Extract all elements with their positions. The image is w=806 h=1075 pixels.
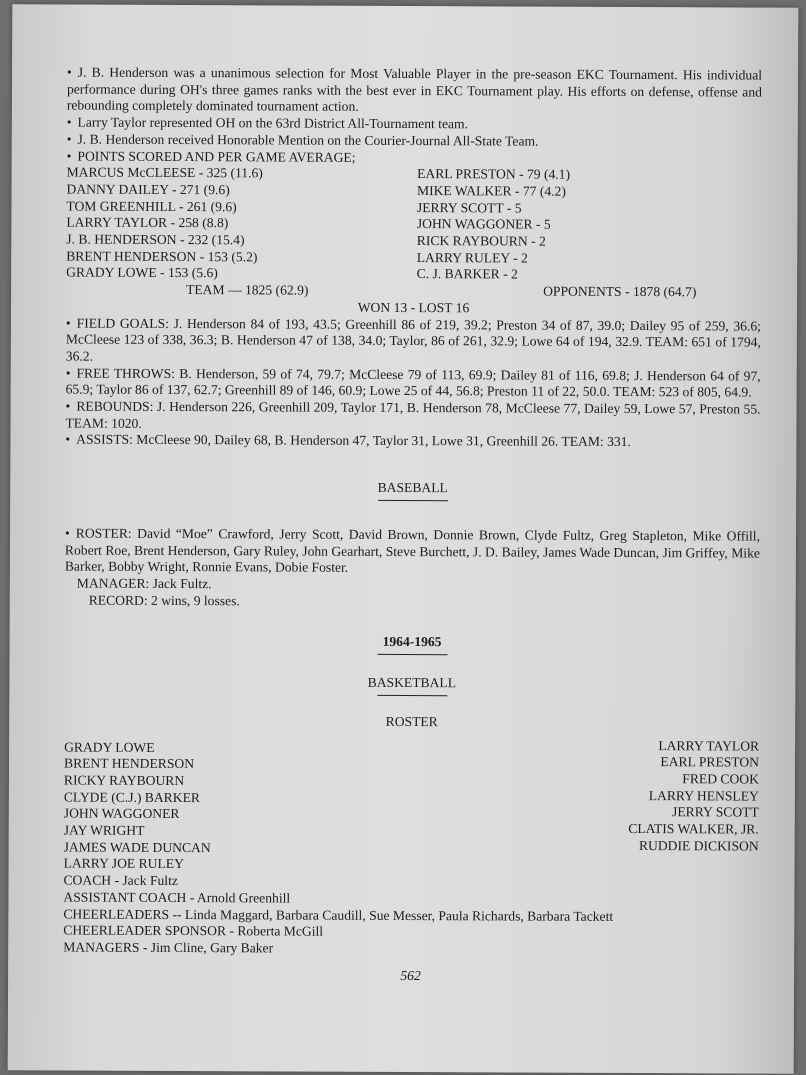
scorer-entry: TOM GREENHILL - 261 (9.6): [66, 198, 237, 214]
page-content: [63, 65, 762, 986]
scorer-entry: MIKE WALKER - 77 (4.2): [416, 182, 566, 199]
baseball-roster: • ROSTER: David “Moe” Crawford, Jerry Scott, David Brown, Donnie Brown, Clyde Fultz, Greg Stapleton, Mike Offill, Robert Roe, Brent Henderson, Gary Ruley, John Gearhart, Steve Burchett, J. D. Bailey, James Wade Duncan, Jim Griffey, Mike Barker, Bobby Wright, Ronnie Evans, Dobie Foster.: [65, 525, 760, 578]
basketball-heading: BASKETBALL: [367, 674, 457, 691]
assistant-coach-line: ASSISTANT COACH - Arnold Greenhill: [63, 889, 291, 906]
season-record: WON 13 - LOST 16: [357, 299, 470, 316]
all-tournament-paragraph: • Larry Taylor represented OH on the 63rd District All-Tournament team.: [67, 115, 762, 135]
scorer-entry: RICK RAYBOURN - 2: [416, 233, 546, 249]
managers-line: MANAGERS - Jim Cline, Gary Baker: [63, 939, 274, 956]
roster-player: LARRY TAYLOR: [658, 737, 760, 754]
roster-player: CLATIS WALKER, JR.: [628, 821, 759, 837]
roster-player: JAMES WADE DUNCAN: [63, 839, 211, 855]
rebounds-paragraph: • REBOUNDS: J. Henderson 226, Greenhill 209, Taylor 171, B. Henderson 78, McCleese 77, Dailey 59, Lowe 57, Preston 55. TEAM: 1020.: [65, 399, 760, 435]
scorer-entry: LARRY RULEY - 2: [416, 249, 528, 266]
scorer-entry: J. B. HENDERSON - 232 (15.4): [66, 231, 245, 248]
roster-player: GRADY LOWE: [64, 739, 155, 755]
heading-rule: [377, 654, 447, 661]
scorer-entry: MARCUS McCLEESE - 325 (11.6): [66, 164, 263, 181]
scorer-entry: JERRY SCOTT - 5: [416, 199, 522, 216]
all-state-paragraph: • J. B. Henderson received Honorable Mention on the Courier-Journal All-State Team.: [67, 131, 762, 151]
roster-player: RICKY RAYBOURN: [63, 772, 185, 788]
scorer-entry: DANNY DAILEY - 271 (9.6): [66, 181, 230, 198]
roster-player: JAY WRIGHT: [63, 822, 145, 838]
scorer-entry: C. J. BARKER - 2: [416, 266, 518, 282]
roster-heading: ROSTER: [385, 713, 438, 729]
staff-list: [63, 873, 758, 960]
points-heading: • POINTS SCORED AND PER GAME AVERAGE;: [67, 148, 762, 168]
roster-player: JOHN WAGGONER: [63, 805, 180, 822]
assists-paragraph: • ASSISTS: McCleese 90, Dailey 68, B. Henderson 47, Taylor 31, Lowe 31, Greenhill 26. TEAM: 331.: [65, 432, 760, 452]
mvp-paragraph: • J. B. Henderson was a unanimous selection for Most Valuable Player in the pre-season EKC Tournament. His individual performance during OH's three games ranks with the best ever in EKC Tournament play. His efforts on defense, offense and rebounding completely dominated tournament action.: [67, 65, 762, 118]
free-throws-paragraph: • FREE THROWS: B. Henderson, 59 of 74, 79.7; McCleese 79 of 113, 69.9; Dailey 81 of 116, 69.8; J. Henderson 64 of 97, 65.9; Taylor 86 of 137, 62.7; Greenhill 89 of 146, 60.9; Lowe 25 of 44, 56.8; Preston 11 of 22, 50.0. TEAM: 523 of 805, 64.9.: [66, 365, 761, 401]
page-number: 562: [400, 967, 421, 983]
cheerleader-sponsor-line: CHEERLEADER SPONSOR - Roberta McGill: [63, 922, 324, 939]
roster-player: CLYDE (C.J.) BARKER: [63, 789, 200, 805]
roster-player: LARRY HENSLEY: [648, 787, 759, 804]
book-page: [8, 4, 799, 1073]
opponents-total: OPPONENTS - 1878 (64.7): [543, 283, 697, 300]
roster-player: FRED COOK: [682, 771, 759, 787]
baseball-heading: BASEBALL: [377, 480, 448, 496]
field-goals-paragraph: • FIELD GOALS: J. Henderson 84 of 193, 43.5; Greenhill 86 of 219, 39.2; Preston 34 of 87, 39.0; Dailey 95 of 259, 36.6; McCleese 123 of 338, 36.3; B. Henderson 47 of 138, 34.0; Taylor, 86 of 261, 32.9; Lowe 64 of 194, 32.9. TEAM: 651 of 1794, 36.2.: [66, 315, 761, 368]
scorers-table: [66, 165, 762, 285]
roster-player: LARRY JOE RULEY: [63, 855, 184, 872]
cheerleaders-line: CHEERLEADERS -- Linda Maggard, Barbara Caudill, Sue Messer, Paula Richards, Barbara Tackett: [63, 906, 614, 924]
scorers-right-column: [411, 166, 762, 284]
season-heading: 1964-1965: [382, 634, 442, 650]
team-total: TEAM — 1825 (62.9): [186, 282, 309, 298]
scorer-entry: GRADY LOWE - 153 (5.6): [66, 264, 218, 281]
basketball-roster: [64, 739, 760, 876]
baseball-manager: MANAGER: Jack Fultz.: [76, 575, 212, 592]
roster-player: EARL PRESTON: [660, 754, 760, 770]
scorers-left-column: [66, 165, 411, 283]
roster-player: RUDDIE DICKISON: [638, 837, 759, 854]
coach-line: COACH - Jack Fultz: [63, 872, 178, 889]
scorer-entry: BRENT HENDERSON - 153 (5.2): [66, 248, 258, 265]
scorer-entry: EARL PRESTON - 79 (4.1): [417, 166, 571, 182]
roster-player: BRENT HENDERSON: [63, 755, 195, 772]
roster-player: JERRY SCOTT: [672, 804, 759, 820]
baseball-record: RECORD: 2 wins, 9 losses.: [88, 592, 240, 608]
scorer-entry: LARRY TAYLOR - 258 (8.8): [66, 214, 229, 231]
scorer-entry: JOHN WAGGONER - 5: [416, 216, 551, 232]
roster-left-column: [64, 739, 212, 873]
heading-rule: [377, 695, 447, 702]
roster-right-column: [628, 737, 759, 875]
